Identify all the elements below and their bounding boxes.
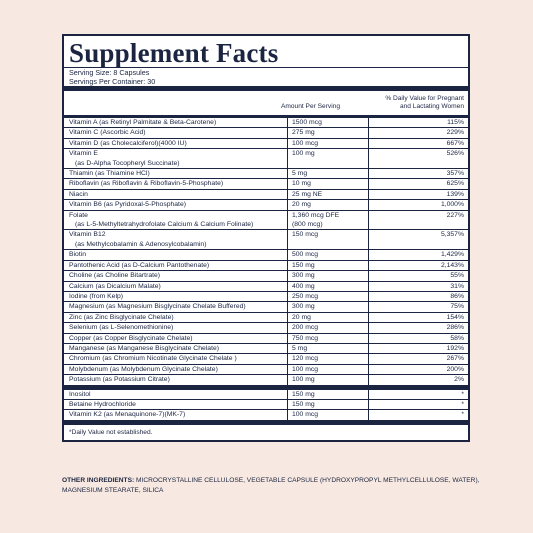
nutrient-name: Thiamin (as Thiamine HCl) bbox=[64, 169, 288, 178]
servings-per-container: Servings Per Container: 30 bbox=[69, 77, 156, 86]
nutrient-name: Magnesium (as Magnesium Bisglycinate Chelate Buffered) bbox=[64, 302, 288, 311]
nutrient-daily-value: 2,143% bbox=[440, 261, 464, 269]
table-row bbox=[64, 301, 468, 311]
nutrient-amount: 25 mg NE bbox=[288, 190, 369, 199]
table-row bbox=[64, 291, 468, 301]
table-row bbox=[64, 138, 468, 148]
nutrient-daily-value: 2% bbox=[454, 376, 464, 384]
nutrient-name: Niacin bbox=[64, 190, 288, 199]
panel-title: Supplement Facts bbox=[69, 38, 279, 68]
nutrient-name: Iodine (from Kelp) bbox=[64, 292, 288, 301]
table-row bbox=[64, 409, 468, 419]
nutrient-amount: 750 mcg bbox=[288, 334, 369, 343]
table-row bbox=[64, 127, 468, 137]
nutrient-amount: 150 mg bbox=[288, 390, 369, 399]
nutrient-daily-value: 58% bbox=[450, 334, 464, 342]
nutrient-daily-value: 267% bbox=[446, 355, 464, 363]
nutrient-source: (as L-5-Methyltetrahydrofolate Calcium & Calcium Folinate) bbox=[75, 221, 254, 229]
other-nutrient-table bbox=[64, 390, 468, 420]
nutrient-amount: 150 mg bbox=[288, 400, 369, 409]
table-row bbox=[64, 364, 468, 374]
dv-header: % Daily Value for Pregnant and Lactating Women bbox=[385, 95, 464, 110]
nutrient-name: Riboflavin (as Riboflavin & Riboflavin-5-Phosphate) bbox=[64, 179, 288, 188]
nutrient-amount: 300 mg bbox=[288, 271, 369, 280]
nutrient-amount: 100 mcg bbox=[288, 139, 369, 148]
column-header-row bbox=[64, 91, 468, 115]
nutrient-name: Manganese (as Manganese Bisglycinate Chelate) bbox=[64, 344, 288, 353]
table-row bbox=[64, 333, 468, 343]
nutrient-name: Inositol bbox=[64, 390, 288, 399]
nutrient-name: Choline (as Choline Bitartrate) bbox=[64, 271, 288, 280]
nutrient-name: Vitamin D (as Cholecalciferol)(4000 IU) bbox=[64, 139, 288, 148]
table-row bbox=[64, 353, 468, 363]
nutrient-daily-value: 5,357% bbox=[440, 231, 464, 239]
table-row bbox=[64, 399, 468, 409]
table-row bbox=[64, 148, 468, 168]
table-row bbox=[64, 229, 468, 249]
nutrient-amount: 150 mcg bbox=[288, 230, 369, 249]
nutrient-daily-value: * bbox=[461, 390, 464, 398]
table-row bbox=[64, 249, 468, 259]
nutrient-name: Pantothenic Acid (as D-Calcium Pantothenate) bbox=[64, 261, 288, 270]
footnote: *Daily Value not established. bbox=[69, 428, 153, 436]
table-row bbox=[64, 168, 468, 178]
table-row bbox=[64, 178, 468, 188]
serving-size: Serving Size: 8 Capsules bbox=[69, 68, 150, 77]
table-row bbox=[64, 343, 468, 353]
nutrient-name: Potassium (as Potassium Citrate) bbox=[64, 375, 288, 384]
nutrient-source: (as Methylcobalamin & Adenosylcobalamin) bbox=[75, 240, 207, 248]
nutrient-amount: 400 mg bbox=[288, 282, 369, 291]
table-row bbox=[64, 390, 468, 399]
table-row bbox=[64, 374, 468, 384]
nutrient-daily-value: 192% bbox=[446, 344, 464, 352]
nutrient-amount: 100 mg bbox=[288, 375, 369, 384]
nutrient-amount: 5 mg bbox=[288, 344, 369, 353]
nutrient-amount: 100 mcg bbox=[288, 410, 369, 419]
nutrient-name: Vitamin E (as D-Alpha Tocopheryl Succinate) bbox=[64, 149, 288, 168]
nutrient-daily-value: * bbox=[461, 411, 464, 419]
nutrient-amount: 100 mcg bbox=[288, 365, 369, 374]
nutrient-amount: 275 mg bbox=[288, 128, 369, 137]
nutrient-daily-value: 667% bbox=[446, 139, 464, 147]
nutrient-amount: 20 mg bbox=[288, 200, 369, 209]
table-row bbox=[64, 210, 468, 230]
nutrient-daily-value: 227% bbox=[446, 211, 464, 219]
nutrient-amount: 1500 mcg bbox=[288, 118, 369, 127]
nutrient-daily-value: 526% bbox=[446, 150, 464, 158]
nutrient-name: Copper (as Copper Bisglycinate Chelate) bbox=[64, 334, 288, 343]
nutrient-amount: 10 mg bbox=[288, 179, 369, 188]
nutrient-table bbox=[64, 118, 468, 385]
nutrient-amount: 200 mcg bbox=[288, 323, 369, 332]
nutrient-amount: 5 mg bbox=[288, 169, 369, 178]
nutrient-daily-value: * bbox=[461, 400, 464, 408]
table-row bbox=[64, 281, 468, 291]
nutrient-name: Calcium (as Dicalcium Malate) bbox=[64, 282, 288, 291]
table-row bbox=[64, 322, 468, 332]
nutrient-daily-value: 625% bbox=[446, 180, 464, 188]
nutrient-daily-value: 154% bbox=[446, 313, 464, 321]
nutrient-name: Vitamin A (as Retinyl Palmitate & Beta-Carotene) bbox=[64, 118, 288, 127]
nutrient-daily-value: 1,429% bbox=[440, 251, 464, 259]
nutrient-amount: 20 mg bbox=[288, 313, 369, 322]
nutrient-name: Biotin bbox=[64, 250, 288, 259]
amount-header: Amount Per Serving bbox=[281, 103, 341, 110]
other-ingredients-text: MICROCRYSTALLINE CELLULOSE, VEGETABLE CAPSULE (HYDROXYPROPYL METHYLCELLULOSE, WATER), MAGNESIUM STEARATE, SILICA bbox=[62, 477, 480, 494]
nutrient-daily-value: 31% bbox=[450, 282, 464, 290]
other-ingredients-label: OTHER INGREDIENTS: bbox=[62, 477, 135, 484]
nutrient-daily-value: 86% bbox=[450, 292, 464, 300]
table-row bbox=[64, 118, 468, 127]
nutrient-name: Betaine Hydrochloride bbox=[64, 400, 288, 409]
nutrient-amount: 120 mcg bbox=[288, 354, 369, 363]
nutrient-daily-value: 286% bbox=[446, 324, 464, 332]
nutrient-daily-value: 139% bbox=[446, 190, 464, 198]
nutrient-amount: 250 mcg bbox=[288, 292, 369, 301]
nutrient-name: Molybdenum (as Molybdenum Glycinate Chelate) bbox=[64, 365, 288, 374]
nutrient-daily-value: 75% bbox=[450, 303, 464, 311]
nutrient-name: Chromium (as Chromium Nicotinate Glycinate Chelate ) bbox=[64, 354, 288, 363]
nutrient-daily-value: 229% bbox=[446, 129, 464, 137]
table-row bbox=[64, 260, 468, 270]
nutrient-name: Folate (as L-5-Methyltetrahydrofolate Calcium & Calcium Folinate) bbox=[64, 211, 288, 230]
nutrient-amount: 150 mg bbox=[288, 261, 369, 270]
nutrient-name: Vitamin K2 (as Menaquinone-7)(MK-7) bbox=[64, 410, 288, 419]
nutrient-daily-value: 1,000% bbox=[440, 201, 464, 209]
nutrient-amount: 1,360 mcg DFE (800 mcg) bbox=[288, 211, 369, 230]
nutrient-amount: 500 mcg bbox=[288, 250, 369, 259]
nutrient-daily-value: 357% bbox=[446, 170, 464, 178]
table-row bbox=[64, 270, 468, 280]
nutrient-name: Zinc (as Zinc Bisglycinate Chelate) bbox=[64, 313, 288, 322]
nutrient-name: Vitamin B6 (as Pyridoxal-5-Phosphate) bbox=[64, 200, 288, 209]
nutrient-amount: 300 mg bbox=[288, 302, 369, 311]
nutrient-daily-value: 115% bbox=[447, 119, 464, 126]
table-row bbox=[64, 312, 468, 322]
nutrient-name: Vitamin B12 (as Methylcobalamin & Adenosylcobalamin) bbox=[64, 230, 288, 249]
nutrient-name: Selenium (as L-Selenomethionine) bbox=[64, 323, 288, 332]
nutrient-daily-value: 55% bbox=[450, 272, 464, 280]
nutrient-source: (as D-Alpha Tocopheryl Succinate) bbox=[75, 159, 180, 167]
table-row bbox=[64, 189, 468, 199]
nutrient-daily-value: 200% bbox=[446, 365, 464, 373]
supplement-facts-panel bbox=[62, 34, 470, 442]
nutrient-name: Vitamin C (Ascorbic Acid) bbox=[64, 128, 288, 137]
table-row bbox=[64, 199, 468, 209]
nutrient-amount: 100 mg bbox=[288, 149, 369, 168]
other-ingredients bbox=[62, 476, 482, 496]
